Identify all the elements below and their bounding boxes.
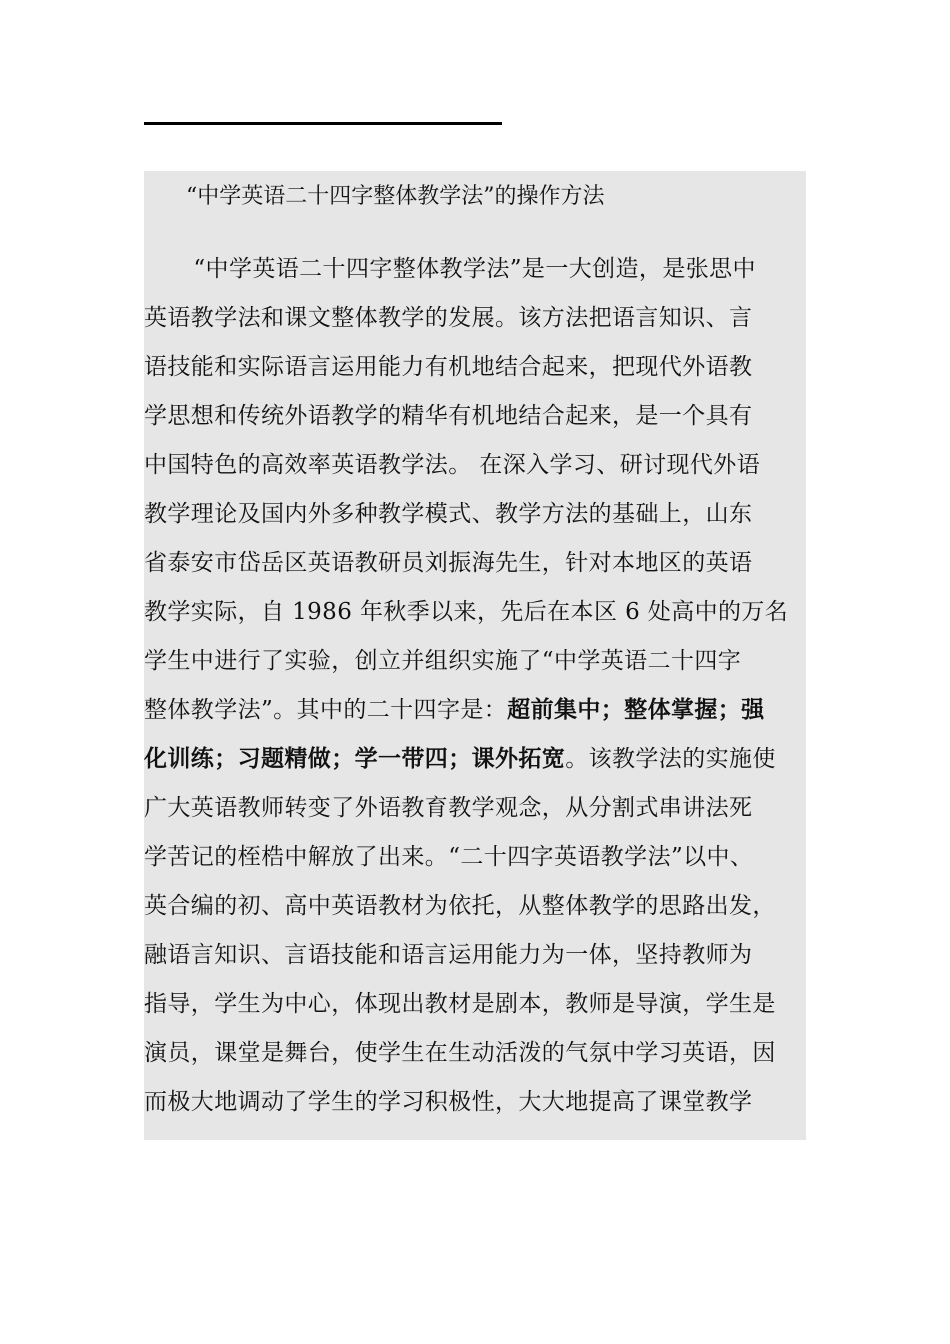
paragraph-line-13: 学苦记的桎梏中解放了出来。“二十四字英语教学法”以中、 [144, 844, 754, 870]
bold-principles-part-1: 超前集中；整体掌握；强 [507, 696, 765, 723]
paragraph-line-14: 英合编的初、高中英语教材为依托，从整体教学的思路出发， [144, 893, 776, 919]
top-rule-line [144, 122, 502, 125]
paragraph-line-15: 融语言知识、言语技能和语言运用能力为一体，坚持教师为 [144, 942, 753, 968]
line-11-text: 。该教学法的实施使 [565, 746, 776, 772]
line-10-text: 整体教学法”。其中的二十四字是： [144, 697, 508, 723]
paragraph-line-1: “中学英语二十四字整体教学法”是一大创造，是张思中 [170, 256, 756, 282]
paragraph-line-12: 广大英语教师转变了外语教育教学观念，从分割式串讲法死 [144, 795, 753, 821]
bold-principles-part-2: 化训练；习题精做；学一带四；课外拓宽 [144, 745, 566, 772]
paragraph-line-8: 教学实际，自 1986 年秋季以来，先后在本区 6 处高中的万名 [144, 599, 789, 625]
paragraph-line-3: 语技能和实际语言运用能力有机地结合起来，把现代外语教 [144, 354, 753, 380]
paragraph-line-11 [144, 739, 776, 779]
paragraph-line-17: 演员，课堂是舞台，使学生在生动活泼的气氛中学习英语，因 [144, 1040, 776, 1066]
paragraph-line-7: 省泰安市岱岳区英语教研员刘振海先生，针对本地区的英语 [144, 550, 753, 576]
paragraph-line-16: 指导，学生为中心，体现出教材是剧本，教师是导演，学生是 [144, 991, 776, 1017]
document-title: “中学英语二十四字整体教学法”的操作方法 [186, 184, 605, 209]
paragraph-line-2: 英语教学法和课文整体教学的发展。该方法把语言知识、言 [144, 305, 753, 331]
paragraph-line-5: 中国特色的高效率英语教学法。 在深入学习、研讨现代外语 [144, 452, 761, 478]
paragraph-line-18: 而极大地调动了学生的学习积极性，大大地提高了课堂教学 [144, 1089, 753, 1115]
paragraph-line-9: 学生中进行了实验，创立并组织实施了“中学英语二十四字 [144, 648, 742, 674]
paragraph-line-6: 教学理论及国内外多种教学模式、教学方法的基础上，山东 [144, 501, 753, 527]
paragraph-line-4: 学思想和传统外语教学的精华有机地结合起来，是一个具有 [144, 403, 753, 429]
paragraph-line-10 [144, 690, 765, 730]
